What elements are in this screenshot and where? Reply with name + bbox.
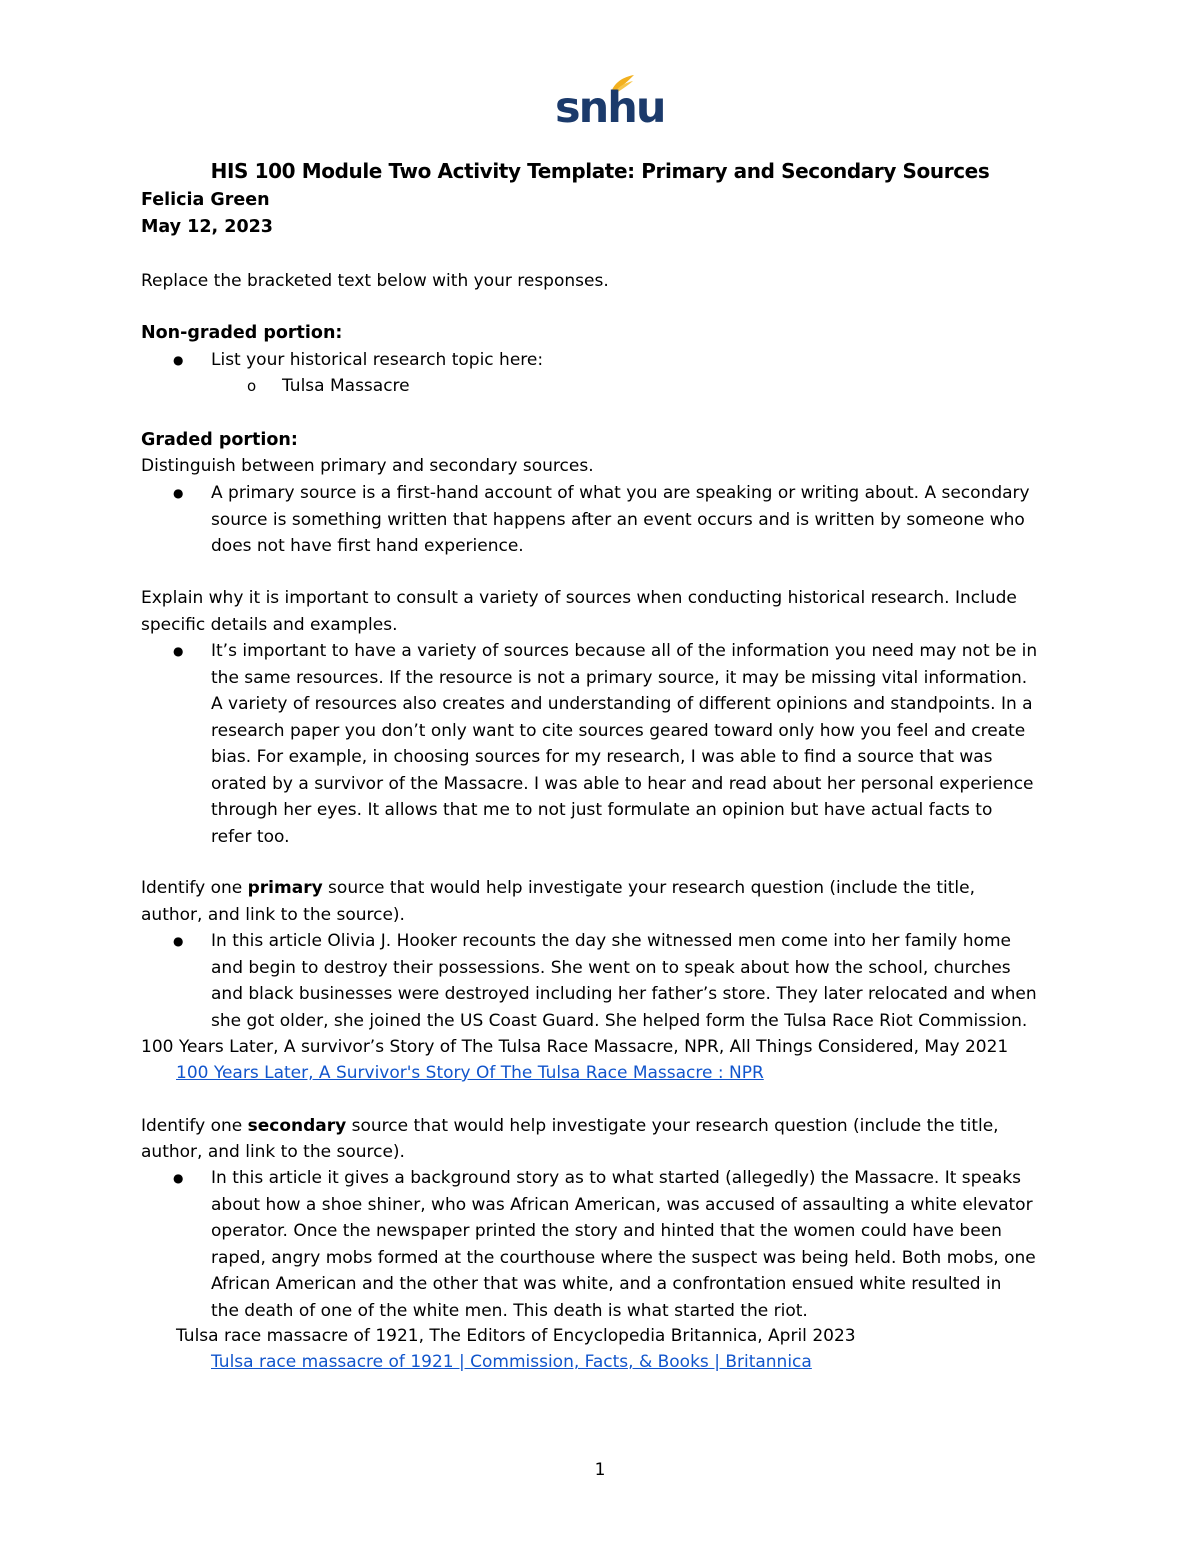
question-text: source that would help investigate your research question (include the title,: [346, 1116, 999, 1136]
answer-line: In this article it gives a background story as to what started (allegedly) the Massacre. It speaks: [211, 1168, 1022, 1188]
question-emphasis: primary: [247, 878, 323, 898]
sub-bullet-icon: o: [247, 377, 257, 395]
secondary-source-link[interactable]: Tulsa race massacre of 1921 | Commission, Facts, & Books | Britannica: [211, 1352, 812, 1372]
bullet-icon: ●: [173, 644, 184, 658]
answer-line: refer too.: [211, 826, 290, 847]
answer-1: [211, 480, 1061, 560]
answer-line: she got older, she joined the US Coast Guard. She helped form the Tulsa Race Riot Commission.: [211, 1010, 1028, 1031]
question-3: [141, 875, 975, 902]
answer-3: [211, 928, 1061, 1034]
instructions: Replace the bracketed text below with your responses.: [141, 271, 609, 291]
question-line: specific details and examples.: [141, 614, 398, 635]
answer-line: In this article Olivia J. Hooker recounts the day she witnessed men come into her family home: [211, 931, 1011, 951]
author-name: Felicia Green: [141, 190, 270, 210]
answer-line: and begin to destroy their possessions. She went on to speak about how the school, churches: [211, 957, 1011, 978]
question-text: Identify one: [141, 1116, 248, 1136]
answer-4: [211, 1165, 1061, 1324]
answer-line: source is something written that happens after an event occurs and is written by someone who: [211, 509, 1025, 530]
answer-line: raped, angry mobs formed at the courthouse where the suspect was being held. Both mobs, one: [211, 1247, 1036, 1268]
answer-line: It’s important to have a variety of sources because all of the information you need may not be in: [211, 641, 1038, 661]
answer-line: research paper you don’t only want to cite sources geared toward only how you feel and create: [211, 720, 1026, 741]
bullet-icon: ●: [173, 1171, 184, 1185]
answer-line: the death of one of the white men. This death is what started the riot.: [211, 1300, 808, 1321]
answer-line: about how a shoe shiner, who was African American, was accused of assaulting a white elevator: [211, 1194, 1033, 1215]
secondary-citation: Tulsa race massacre of 1921, The Editors of Encyclopedia Britannica, April 2023: [176, 1326, 856, 1346]
question-text: Identify one: [141, 878, 248, 898]
question-text: source that would help investigate your research question (include the title,: [322, 878, 975, 898]
logo-text: snhu: [555, 83, 665, 133]
topic-answer: Tulsa Massacre: [282, 376, 410, 396]
question-line: Explain why it is important to consult a variety of sources when conducting historical research. Include: [141, 588, 1017, 608]
question-3-line-2: author, and link to the source).: [141, 905, 405, 925]
question-1: Distinguish between primary and secondary sources.: [141, 456, 594, 476]
answer-line: and black businesses were destroyed including her father’s store. They later relocated and when: [211, 984, 1037, 1004]
bullet-icon: ●: [173, 353, 184, 367]
primary-source-link[interactable]: 100 Years Later, A Survivor's Story Of The Tulsa Race Massacre : NPR: [176, 1063, 764, 1083]
answer-line: African American and the other that was white, and a confrontation ensued white resulted in: [211, 1274, 1002, 1294]
page-number: 1: [594, 1460, 606, 1480]
question-4: [141, 1113, 999, 1140]
answer-line: orated by a survivor of the Massacre. I was able to hear and read about her personal experience: [211, 773, 1034, 794]
answer-2: [211, 638, 1061, 850]
answer-line: A primary source is a first-hand account of what you are speaking or writing about. A secondary: [211, 483, 1030, 503]
graded-heading: Graded portion:: [141, 430, 298, 450]
answer-line: A variety of resources also creates and understanding of different opinions and standpoints. In a: [211, 694, 1033, 714]
question-emphasis: secondary: [247, 1116, 347, 1136]
bullet-icon: ●: [173, 934, 184, 948]
document-title: HIS 100 Module Two Activity Template: Primary and Secondary Sources: [210, 159, 990, 183]
primary-citation: 100 Years Later, A survivor’s Story of The Tulsa Race Massacre, NPR, All Things Considered, May 2021: [141, 1037, 1009, 1057]
answer-line: does not have first hand experience.: [211, 536, 524, 556]
answer-line: through her eyes. It allows that me to not just formulate an opinion but have actual facts to: [211, 800, 993, 820]
nongraded-heading: Non-graded portion:: [141, 323, 343, 343]
answer-line: bias. For example, in choosing sources for my research, I was able to find a source that was: [211, 747, 993, 767]
topic-prompt: List your historical research topic here:: [211, 350, 544, 370]
answer-line: the same resources. If the resource is not a primary source, it may be missing vital information.: [211, 667, 1028, 688]
snhu-logo: [555, 74, 665, 133]
answer-line: operator. Once the newspaper printed the story and hinted that the women could have been: [211, 1221, 1002, 1241]
bullet-icon: ●: [173, 486, 184, 500]
question-2: [141, 585, 1017, 638]
question-4-line-2: author, and link to the source).: [141, 1142, 405, 1162]
document-date: May 12, 2023: [141, 217, 273, 237]
